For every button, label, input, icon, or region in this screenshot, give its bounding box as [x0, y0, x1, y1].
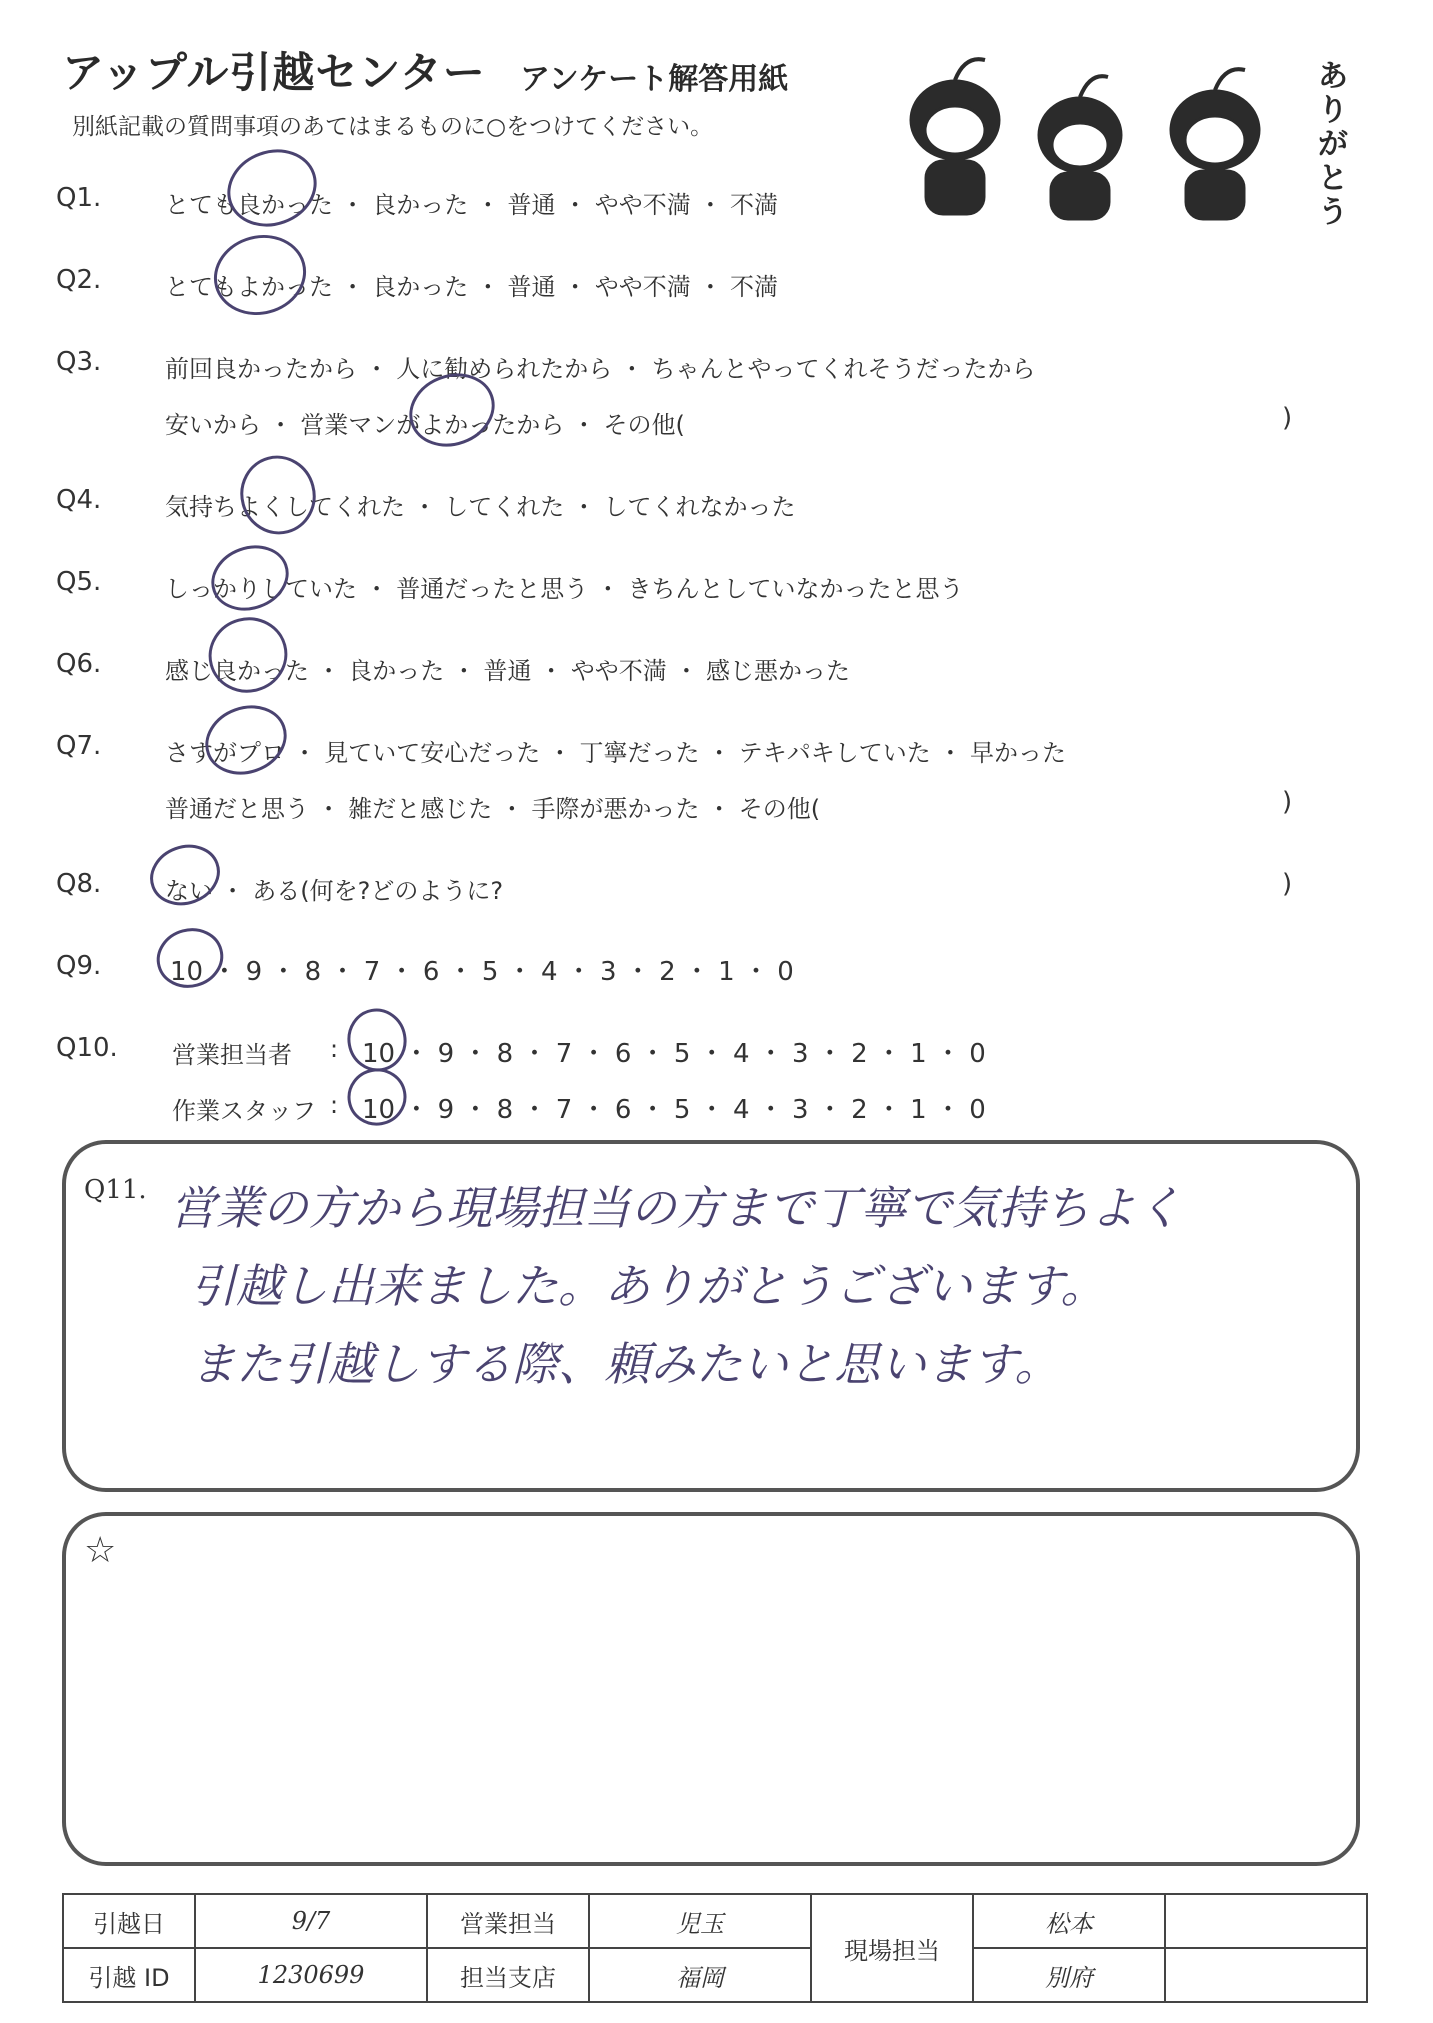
- q3-circle: [401, 364, 503, 457]
- q9-label: Q9.: [56, 951, 102, 981]
- q6-options: 感じ良かった ・ 良かった ・ 普通 ・ やや不満 ・ 感じ悪かった: [165, 657, 851, 685]
- move-id-label: 引越 ID: [63, 1948, 195, 2002]
- q9-scale: 10 ・ 9 ・ 8 ・ 7 ・ 6 ・ 5 ・ 4 ・ 3 ・ 2 ・ 1 ・ 0: [170, 957, 794, 987]
- star-comment-box: [62, 1512, 1360, 1866]
- q6-label: Q6.: [56, 649, 102, 679]
- q3-close-paren: ): [1282, 403, 1293, 433]
- q7-label: Q7.: [56, 731, 102, 761]
- q1-options: とても良かった ・ 良かった ・ 普通 ・ やや不満 ・ 不満: [165, 191, 779, 219]
- q7-circle: [197, 696, 294, 784]
- q5-options: しっかりしていた ・ 普通だったと思う ・ きちんとしていなかったと思う: [165, 575, 964, 603]
- q10-staff-scale: 10 ・ 9 ・ 8 ・ 7 ・ 6 ・ 5 ・ 4 ・ 3 ・ 2 ・ 1 ・ 0: [362, 1095, 986, 1125]
- q5-label: Q5.: [56, 567, 102, 597]
- q11-label: Q11.: [84, 1175, 147, 1205]
- q4-circle: [233, 449, 322, 541]
- q10-sales-colon: :: [330, 1035, 339, 1063]
- instructions: 別紙記載の質問事項のあてはまるものに○をつけてください。: [72, 114, 714, 140]
- q4-label: Q4.: [56, 485, 102, 515]
- q10-sales-scale: 10 ・ 9 ・ 8 ・ 7 ・ 6 ・ 5 ・ 4 ・ 3 ・ 2 ・ 1 ・ 0: [362, 1039, 986, 1069]
- mascot-thanks-text: ありがとう: [1318, 59, 1348, 230]
- move-date-label: 引越日: [63, 1894, 195, 1948]
- page-subtitle: アンケート解答用紙: [520, 62, 789, 97]
- q9-circle: [152, 923, 228, 994]
- q10-sales-label: 営業担当者: [172, 1041, 292, 1069]
- q11-comment-line3: また引越しする際、頼みたいと思います。: [190, 1337, 1061, 1391]
- q3-label: Q3.: [56, 347, 102, 377]
- q3-options-line2: 安いから ・ 営業マンがよかったから ・ その他(: [165, 411, 685, 439]
- q7-close-paren: ): [1282, 787, 1293, 817]
- site-extra-cell-2: [1165, 1948, 1367, 2002]
- star-label: ☆: [84, 1530, 117, 1571]
- q11-comment-line1: 営業の方から現場担当の方まで丁寧で気持ちよく: [170, 1181, 1182, 1235]
- q5-circle: [204, 537, 296, 619]
- branch-value: 福岡: [589, 1948, 811, 2002]
- q3-options-line1: 前回良かったから ・ 人に勧められたから ・ ちゃんとやってくれそうだったから: [165, 355, 1036, 383]
- q1-label: Q1.: [56, 183, 102, 213]
- q1-circle: [218, 139, 325, 237]
- q11-comment-line2: 引越し出来ました。ありがとうございます。: [190, 1259, 1107, 1313]
- site-label: 現場担当: [811, 1894, 973, 2002]
- move-id-value: 1230699: [195, 1948, 427, 2002]
- page-title: アップル引越センター: [62, 48, 486, 97]
- q10-staff-colon: :: [330, 1091, 339, 1119]
- sales-value: 児玉: [589, 1894, 811, 1948]
- q8-circle: [143, 837, 226, 913]
- q8-close-paren: ): [1282, 869, 1293, 899]
- site-value-2: 別府: [973, 1948, 1165, 2002]
- q10-staff-label: 作業スタッフ: [172, 1097, 316, 1125]
- footer-info-table: [62, 1893, 1368, 2003]
- q10-sales-circle: [344, 1006, 410, 1075]
- q10-label: Q10.: [56, 1033, 118, 1063]
- branch-label: 担当支店: [427, 1948, 589, 2002]
- q7-options-line2: 普通だと思う ・ 雑だと感じた ・ 手際が悪かった ・ その他(: [165, 795, 821, 823]
- q6-circle: [202, 610, 294, 699]
- sales-label: 営業担当: [427, 1894, 589, 1948]
- q2-options: とてもよかった ・ 良かった ・ 普通 ・ やや不満 ・ 不満: [165, 273, 779, 301]
- q7-options-line1: さすがプロ ・ 見ていて安心だった ・ 丁寧だった ・ テキパキしていた ・ 早かった: [165, 739, 1067, 767]
- q8-options: ない ・ ある(何を?どのように?: [165, 877, 504, 905]
- q2-circle: [207, 227, 314, 324]
- q4-options: 気持ちよくしてくれた ・ してくれた ・ してくれなかった: [165, 493, 796, 521]
- q8-label: Q8.: [56, 869, 102, 899]
- q10-staff-circle: [345, 1066, 410, 1129]
- q2-label: Q2.: [56, 265, 102, 295]
- move-date-value: 9/7: [195, 1894, 427, 1948]
- site-value-1: 松本: [973, 1894, 1165, 1948]
- site-extra-cell-1: [1165, 1894, 1367, 1948]
